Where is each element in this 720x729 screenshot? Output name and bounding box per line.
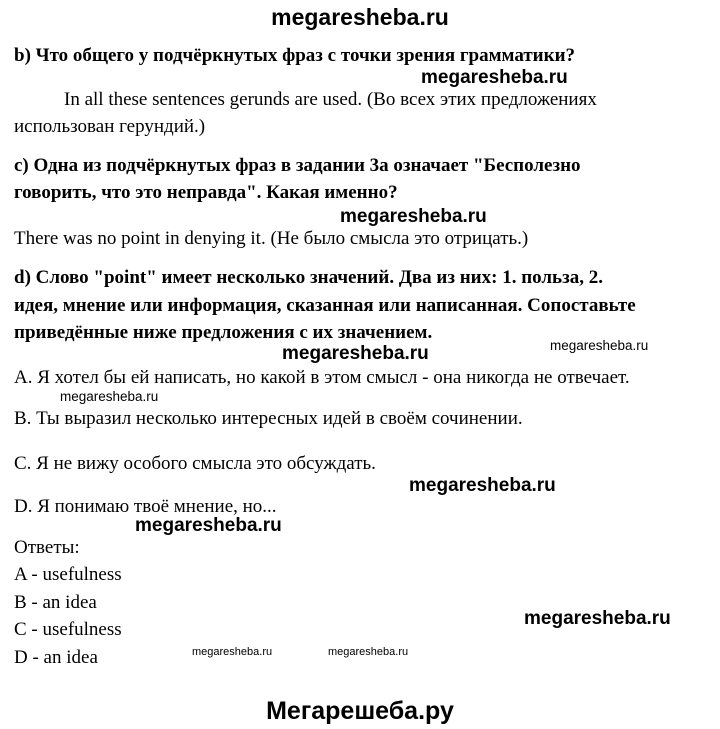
- watermark: megaresheba.ru: [135, 515, 282, 536]
- question-d-line-3: приведённые ниже предложения с их значением.: [14, 322, 433, 343]
- footer-brand: Мегарешеба.ру: [266, 697, 454, 725]
- watermark: megaresheba.ru: [550, 338, 649, 353]
- watermark: megaresheba.ru: [524, 608, 671, 629]
- sentence-a: A. Я хотел бы ей написать, но какой в этом смысл - она никогда не отвечает.: [14, 367, 630, 388]
- answer-c: C - usefulness: [14, 619, 122, 640]
- answer-a: A - usefulness: [14, 564, 122, 585]
- answer-b: B - an idea: [14, 592, 97, 613]
- question-d-line-1: d) Слово "point" имеет несколько значений. Два из них: 1. польза, 2.: [14, 267, 603, 288]
- header-watermark: megaresheba.ru: [271, 4, 449, 30]
- question-b: b) Что общего у подчёркнутых фраз с точки зрения грамматики?: [14, 45, 576, 66]
- watermark: megaresheba.ru: [282, 343, 429, 364]
- watermark: megaresheba.ru: [409, 475, 556, 496]
- answer-d: D - an idea: [14, 647, 98, 668]
- watermark: megaresheba.ru: [328, 646, 409, 658]
- answer-b-line-2: использован герундий.): [14, 116, 206, 137]
- sentence-c: C. Я не вижу особого смысла это обсуждать.: [14, 453, 376, 474]
- watermark: megaresheba.ru: [60, 389, 159, 404]
- answer-b-line-1: In all these sentences gerunds are used. (Во всех этих предложениях: [64, 89, 597, 110]
- watermark: megaresheba.ru: [192, 646, 273, 658]
- answers-label: Ответы:: [14, 537, 80, 558]
- watermark: megaresheba.ru: [340, 206, 487, 227]
- watermark: megaresheba.ru: [421, 67, 568, 88]
- sentence-b: B. Ты выразил несколько интересных идей в своём сочинении.: [14, 408, 523, 429]
- sentence-d: D. Я понимаю твоё мнение, но...: [14, 496, 277, 517]
- question-c-line-2: говорить, что это неправда". Какая именно?: [14, 182, 398, 203]
- question-c-line-1: c) Одна из подчёркнутых фраз в задании 3a означает "Бесполезно: [14, 155, 581, 176]
- answer-c: There was no point in denying it. (Не было смысла это отрицать.): [14, 228, 529, 249]
- question-d-line-2: идея, мнение или информация, сказанная или написанная. Сопоставьте: [14, 295, 636, 316]
